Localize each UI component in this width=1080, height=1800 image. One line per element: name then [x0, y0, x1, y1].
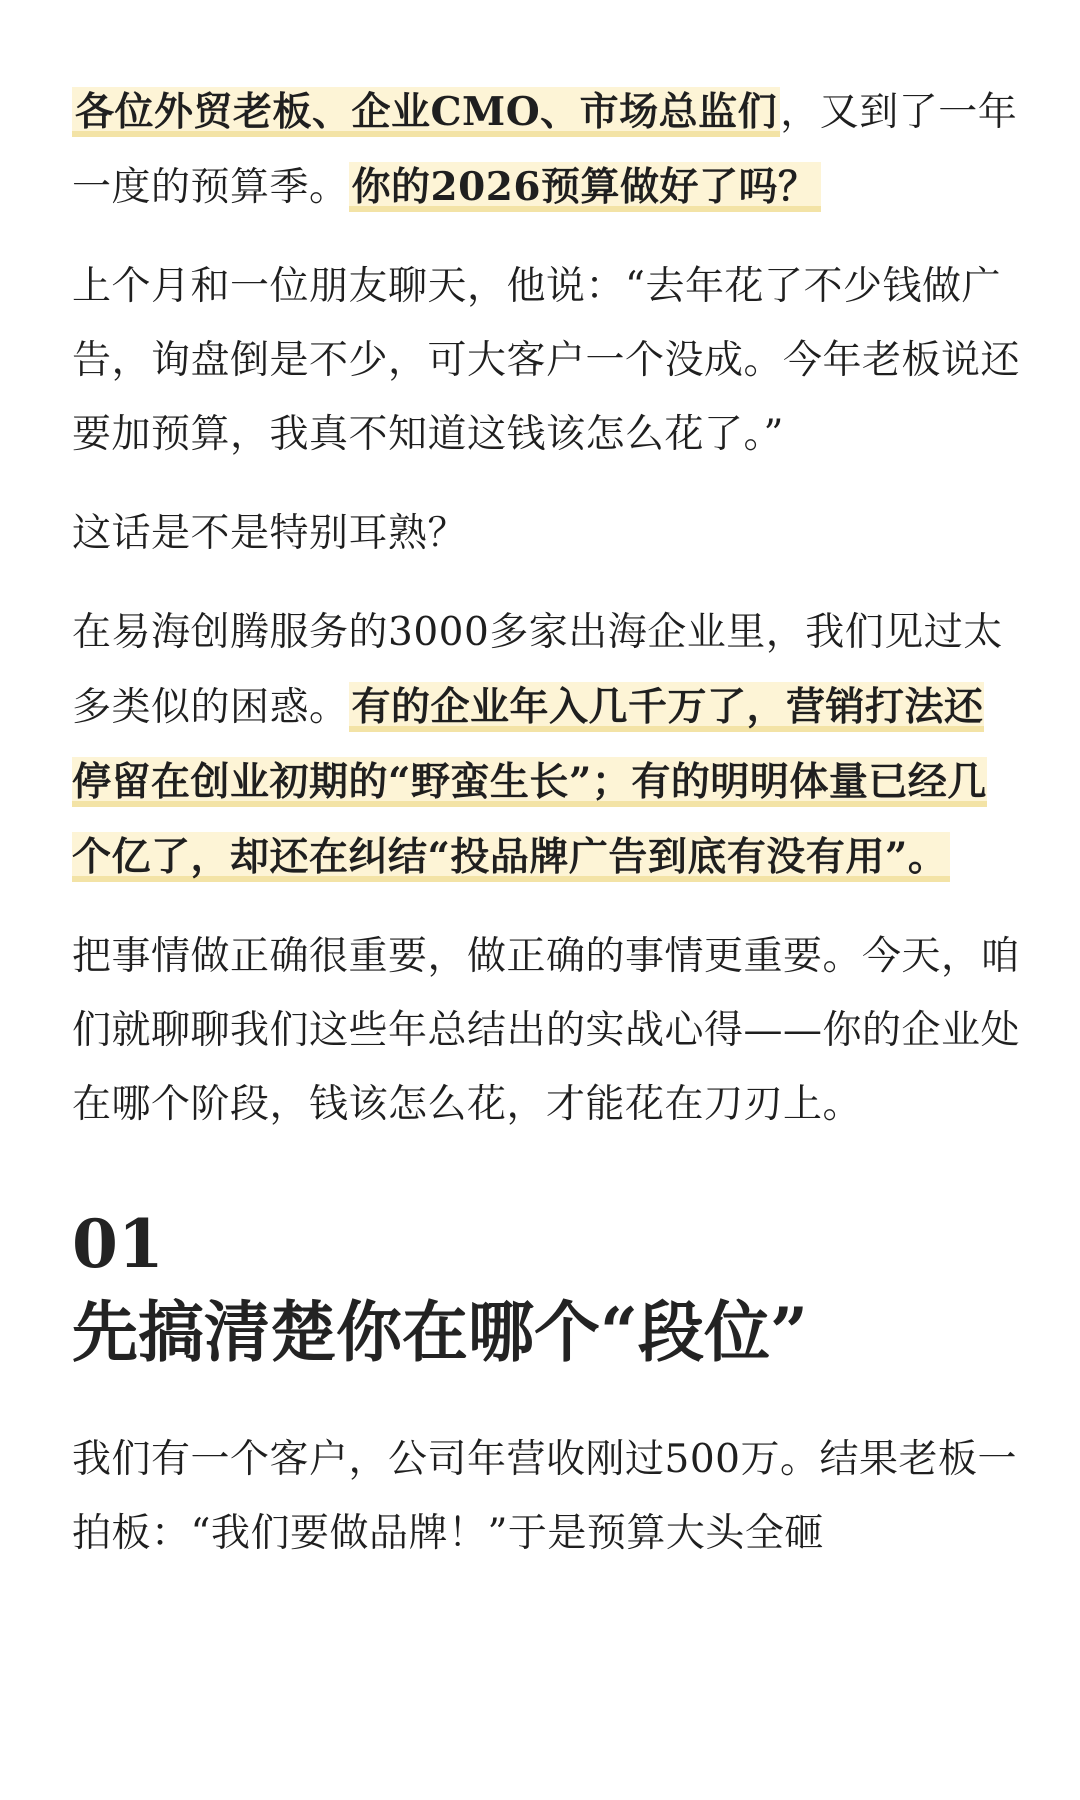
article-body [72, 75, 1022, 1596]
clients-paragraph [72, 596, 1022, 895]
section-heading [72, 1202, 1022, 1378]
familiar-question-paragraph: 这话是不是特别耳熟？ [72, 511, 468, 556]
section-title: 先搞清楚你在哪个“段位” [72, 1293, 808, 1371]
highlight-budget-question: 你的2026预算做好了吗？ [349, 162, 821, 212]
intro-text: ，又到了一年一度的预算季。 [72, 90, 1018, 210]
friend-chat-paragraph: 上个月和一位朋友聊天，他说：“去年花了不少钱做广告，询盘倒是不少，可大客户一个没成。今年老板说还要加预算，我真不知道这钱该怎么花了。” [72, 264, 1021, 457]
client-story-paragraph: 我们有一个客户，公司年营收刚过500万。结果老板一拍板：“我们要做品牌！”于是预算大头全砸 [72, 1437, 1017, 1556]
highlight-audience: 各位外贸老板、企业CMO、市场总监们 [72, 87, 780, 137]
intro-paragraph [72, 75, 1022, 225]
do-right-things-paragraph: 把事情做正确很重要，做正确的事情更重要。今天，咱们就聊聊我们这些年总结出的实战心得——你的企业处在哪个阶段，钱该怎么花，才能花在刀刃上。 [72, 934, 1021, 1127]
clients-text: 在易海创腾服务的3000多家出海企业里，我们见过太多类似的困惑。 [72, 610, 1003, 730]
section-number: 01 [72, 1205, 164, 1283]
highlight-clients-confusion: 有的企业年入几千万了，营销打法还停留在创业初期的“野蛮生长”；有的明明体量已经几个亿了，却还在纠结“投品牌广告到底有没有用”。 [72, 684, 987, 880]
